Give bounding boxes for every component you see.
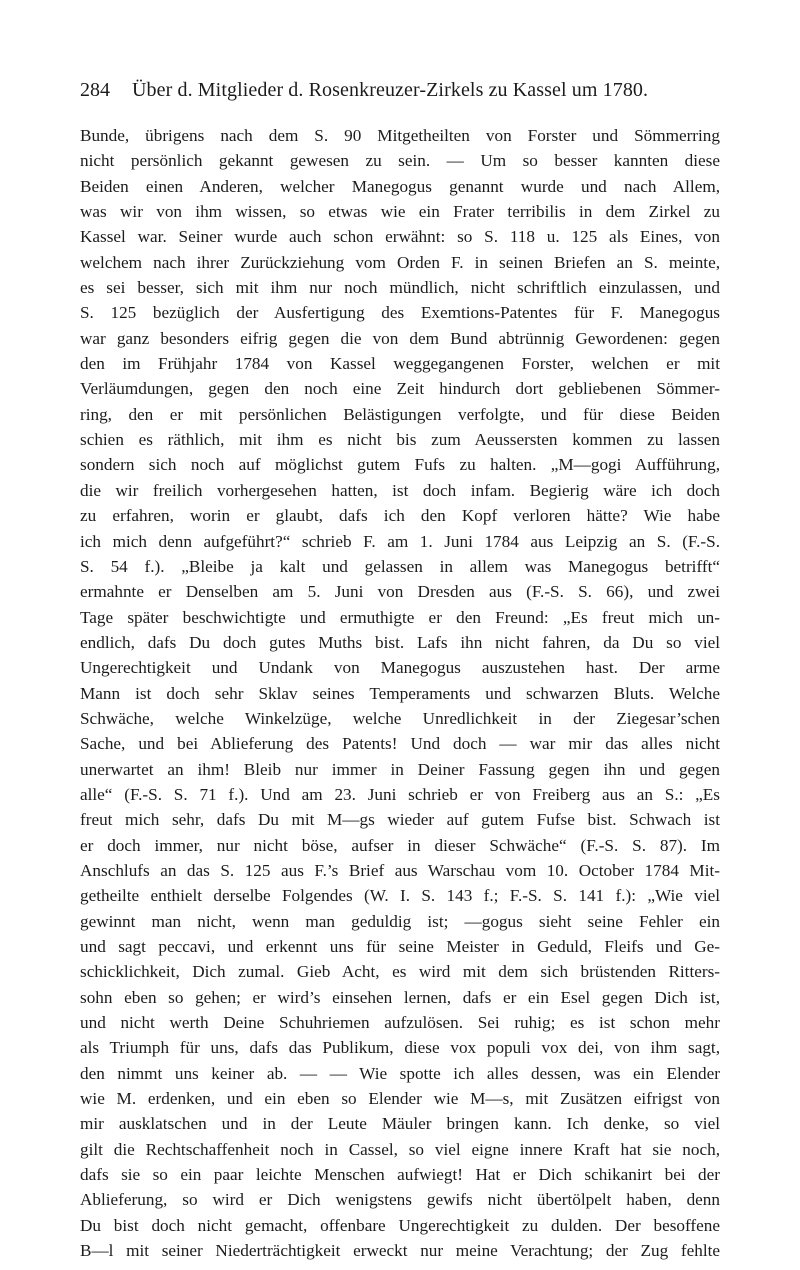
text-line: war ganz besonders eifrig gegen die von dem Bund abtrünnig Gewordenen: gegen [80, 328, 720, 348]
body-text [80, 123, 720, 1263]
text-line: welchem nach ihrer Zurückziehung vom Orden F. in seinen Briefen an S. meinte, [80, 252, 720, 272]
text-line: schicklichkeit, Dich zumal. Gieb Acht, es wird mit dem sich brüstenden Ritters- [80, 962, 720, 982]
text-line: alle“ (F.-S. S. 71 f.). Und am 23. Juni schrieb er von Freiberg aus an S.: „Es [80, 784, 720, 804]
text-line: zu erfahren, worin er glaubt, dafs ich den Kopf verloren hätte? Wie habe [80, 506, 720, 526]
text-line: es sei besser, sich mit ihm nur noch mündlich, nicht schriftlich einzulassen, und [80, 278, 720, 298]
text-line: dafs sie so ein paar leichte Menschen aufwiegt! Hat er Dich schikanirt bei der [80, 1165, 720, 1185]
text-line: sondern sich noch auf möglichst gutem Fufs zu halten. „M—gogi Aufführung, [80, 455, 720, 475]
running-title: Über d. Mitglieder d. Rosenkreuzer-Zirkels zu Kassel um 1780. [132, 79, 649, 101]
running-head [80, 75, 730, 105]
text-line: die wir freilich vorhergesehen hatten, ist doch infam. Begierig wäre ich doch [80, 480, 720, 500]
text-line: gilt die Rechtschaffenheit noch in Cassel, so viel eigne innere Kraft hat sie noch, [80, 1139, 720, 1159]
text-line: was wir von ihm wissen, so etwas wie ein Frater terribilis in dem Zirkel zu [80, 202, 720, 222]
text-line: ich mich denn aufgeführt?“ schrieb F. am 1. Juni 1784 aus Leipzig an S. (F.-S. [80, 531, 720, 551]
text-line: Sache, und bei Ablieferung des Patents! Und doch — war mir das alles nicht [80, 734, 720, 754]
text-line: S. 125 bezüglich der Ausfertigung des Exemtions-Patentes für F. Manegogus [80, 303, 720, 323]
text-line: getheilte enthielt derselbe Folgendes (W. I. S. 143 f.; F.-S. S. 141 f.): „Wie viel [80, 886, 720, 906]
text-line: S. 54 f.). „Bleibe ja kalt und gelassen in allem was Manegogus betrifft“ [80, 556, 720, 576]
text-line: sohn eben so gehen; er wird’s einsehen lernen, dafs er ein Esel gegen Dich ist, [80, 987, 720, 1007]
text-line: Ungerechtigkeit und Undank von Manegogus auszustehen hast. Der arme [80, 658, 720, 678]
text-line: den im Frühjahr 1784 von Kassel weggegangenen Forster, welchen er mit [80, 354, 720, 374]
text-line: Anschlufs an das S. 125 aus F.’s Brief aus Warschau vom 10. October 1784 Mit- [80, 860, 720, 880]
page-number: 284 [80, 79, 110, 101]
text-line: als Triumph für uns, dafs das Publikum, diese vox populi vox dei, von ihm sagt, [80, 1038, 720, 1058]
text-line: mir ausklatschen und in der Leute Mäuler bringen kann. Ich denke, so viel [80, 1114, 720, 1134]
text-line: Verläumdungen, gegen den noch eine Zeit hindurch dort gebliebenen Sömmer- [80, 379, 720, 399]
text-line: unerwartet an ihm! Bleib nur immer in Deiner Fassung gegen ihn und gegen [80, 759, 720, 779]
text-line: und nicht werth Deine Schuhriemen aufzulösen. Sei ruhig; es ist schon mehr [80, 1013, 720, 1033]
text-line: freut mich sehr, dafs Du mit M—gs wieder auf gutem Fufse bist. Schwach ist [80, 810, 720, 830]
text-line: und sagt peccavi, und erkennt uns für seine Meister in Geduld, Fleifs und Ge- [80, 937, 720, 956]
text-line: er doch immer, nur nicht böse, aufser in dieser Schwäche“ (F.-S. S. 87). Im [80, 835, 720, 855]
text-line: ring, den er mit persönlichen Belästigungen verfolgte, und für diese Beiden [80, 404, 720, 424]
text-line: Du bist doch nicht gemacht, offenbare Ungerechtigkeit zu dulden. Der besoffene [80, 1215, 720, 1235]
text-line: nicht persönlich gekannt gewesen zu sein. — Um so besser kannten diese [80, 151, 720, 171]
text-line: ermahnte er Denselben am 5. Juni von Dresden aus (F.-S. S. 66), und zwei [80, 582, 720, 602]
text-line: wie M. erdenken, und ein eben so Elender wie M—s, mit Zusätzen eifrigst von [80, 1089, 720, 1109]
text-line: B—l mit seiner Niederträchtigkeit erweckt nur meine Verachtung; der Zug fehlte [80, 1241, 720, 1261]
text-line: Schwäche, welche Winkelzüge, welche Unredlichkeit in der Ziegesar’schen [80, 708, 720, 728]
text-line: Kassel war. Seiner wurde auch schon erwähnt: so S. 118 u. 125 als Eines, von [80, 227, 720, 247]
text-line: Bunde, übrigens nach dem S. 90 Mitgetheilten von Forster und Sömmerring [80, 126, 720, 145]
text-line: gewinnt man nicht, wenn man geduldig ist; —gogus sieht seine Fehler ein [80, 911, 720, 931]
text-line: Ablieferung, so wird er Dich wenigstens gewifs nicht übertölpelt haben, denn [80, 1190, 720, 1210]
text-line: Mann ist doch sehr Sklav seines Temperaments und schwarzen Bluts. Welche [80, 683, 720, 703]
text-line: endlich, dafs Du doch gutes Muths bist. Lafs ihn nicht fahren, da Du so viel [80, 632, 720, 652]
text-line: Beiden einen Anderen, welcher Manegogus genannt wurde und nach Allem, [80, 176, 720, 196]
text-line: Tage später beschwichtigte und ermuthigte er den Freund: „Es freut mich un- [80, 607, 720, 627]
text-line: schien es räthlich, mit ihm es nicht bis zum Aeussersten kommen zu lassen [80, 430, 720, 450]
text-line: den nimmt uns keiner ab. — — Wie spotte ich alles dessen, was ein Elender [80, 1063, 720, 1083]
